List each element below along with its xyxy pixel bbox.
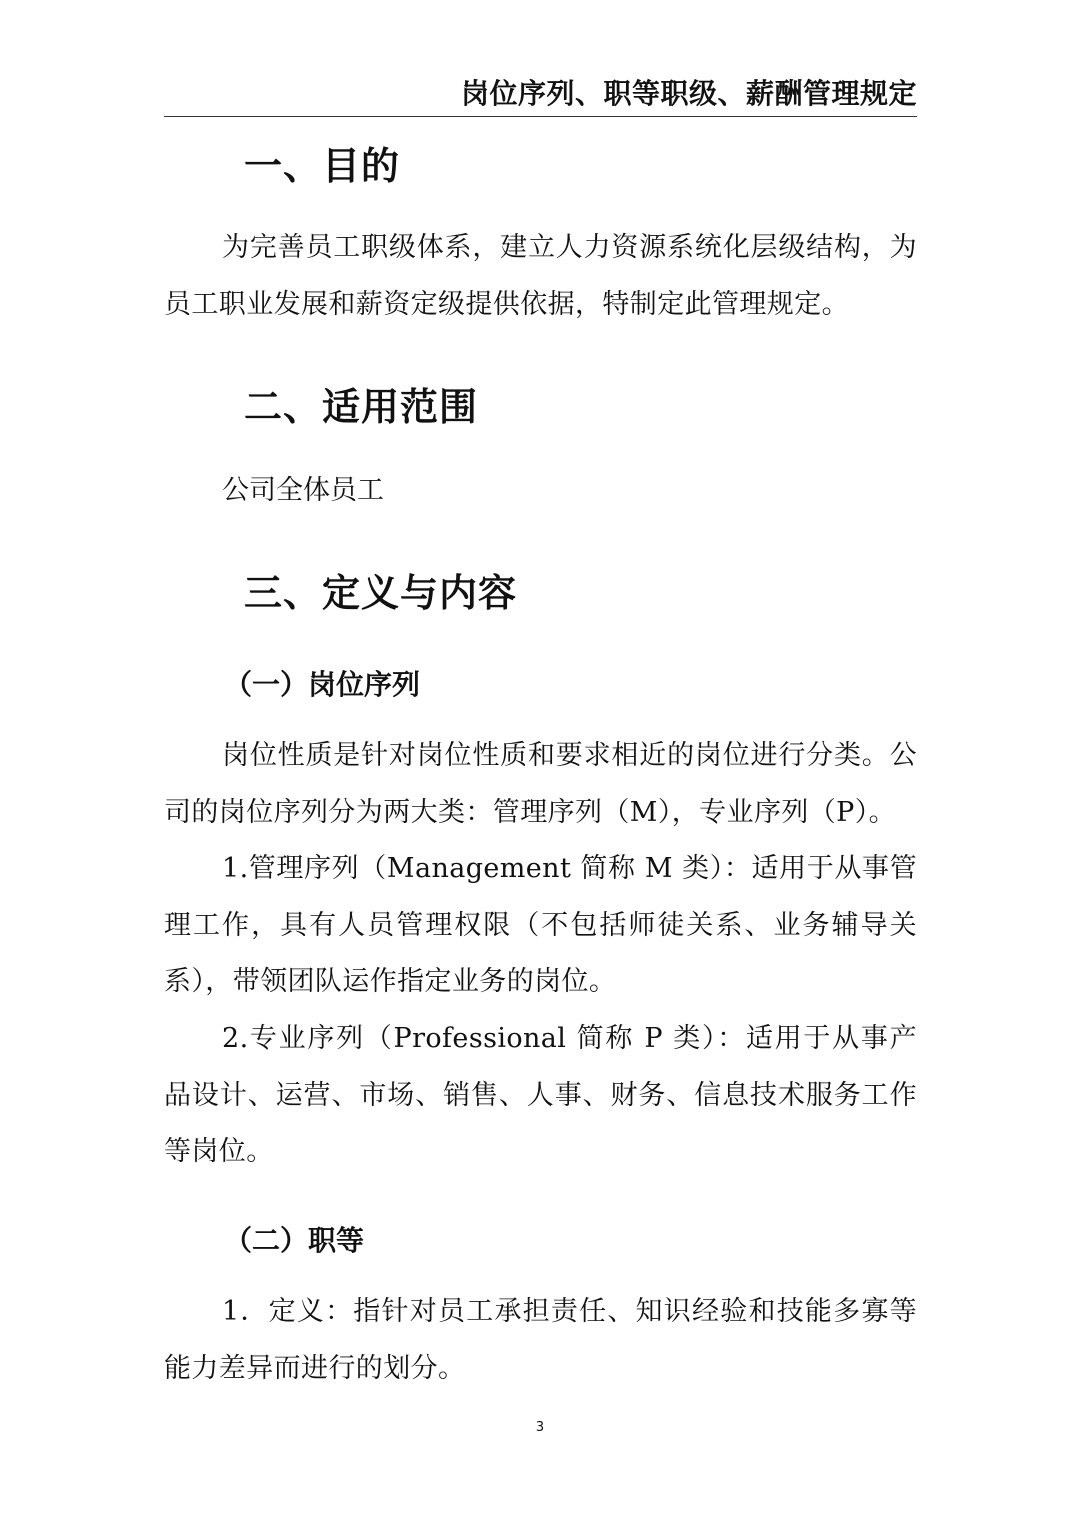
subsection-heading-job-sequence: （一）岗位序列 xyxy=(224,668,421,701)
section-heading-purpose: 一、目的 xyxy=(244,144,401,188)
document-header: 岗位序列、职等职级、薪酬管理规定 xyxy=(164,74,917,117)
job-sequence-intro-paragraph: 岗位性质是针对岗位性质和要求相近的岗位进行分类。公司的岗位序列分为两大类：管理序列（M），专业序列（P）。 xyxy=(164,740,917,828)
scope-paragraph: 公司全体员工 xyxy=(222,475,384,506)
section-heading-definition: 三、定义与内容 xyxy=(244,571,518,615)
grade-definition-paragraph: 1．定义：指针对员工承担责任、知识经验和技能多寡等能力差异而进行的划分。 xyxy=(164,1296,917,1384)
management-sequence-paragraph: 1.管理序列（Management 简称 M 类）：适用于从事管理工作，具有人员管理权限（不包括师徒关系、业务辅导关系），带领团队运作指定业务的岗位。 xyxy=(164,853,917,997)
professional-sequence-paragraph: 2.专业序列（Professional 简称 P 类）：适用于从事产品设计、运营、市场、销售、人事、财务、信息技术服务工作等岗位。 xyxy=(164,1023,917,1167)
purpose-paragraph: 为完善员工职级体系，建立人力资源系统化层级结构，为员工职业发展和薪资定级提供依据，特制定此管理规定。 xyxy=(164,232,917,320)
page-number: 3 xyxy=(535,1420,545,1435)
section-heading-scope: 二、适用范围 xyxy=(244,385,479,429)
subsection-heading-grade: （二）职等 xyxy=(224,1224,365,1257)
